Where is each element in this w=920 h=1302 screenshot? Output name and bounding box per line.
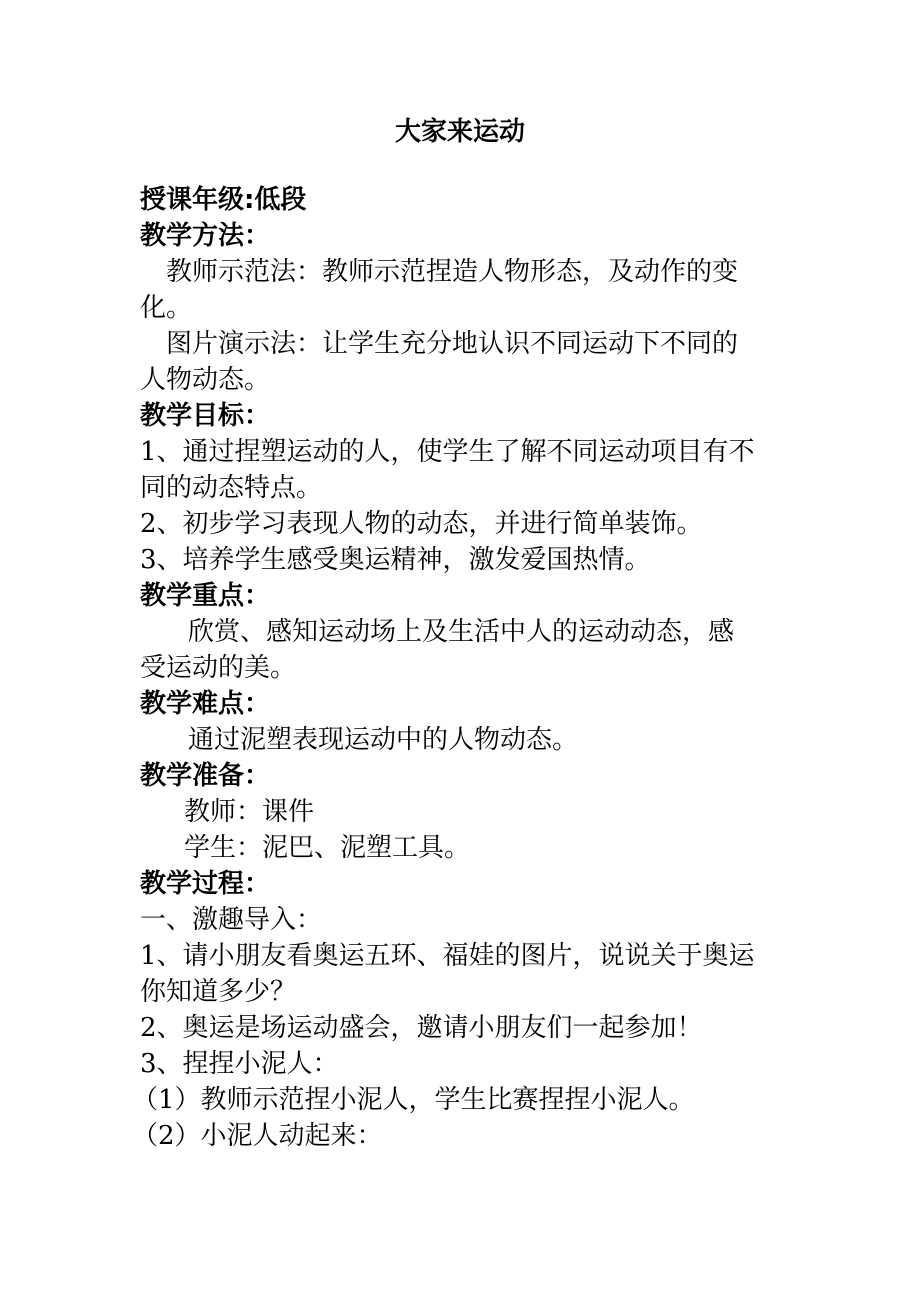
list-item: 2、奥运是场运动盛会，邀请小朋友们一起参加！ (140, 1013, 703, 1043)
list-item: 3、培养学生感受奥运精神，激发爱国热情。 (140, 545, 651, 575)
paragraph-line: 同的动态特点。 (140, 473, 323, 503)
section-heading-key-points: 教学重点： (140, 581, 271, 611)
section-heading-goals: 教学目标： (140, 401, 271, 431)
section-heading-methods: 教学方法： (140, 221, 271, 251)
list-item: （2）小泥人动起来： (132, 1121, 383, 1151)
paragraph-line: 图片演示法：让学生充分地认识不同运动下不同的 (166, 329, 739, 359)
list-item: 1、通过捏塑运动的人，使学生了解不同运动项目有不 (140, 437, 755, 467)
paragraph-line: 教师示范法：教师示范捏造人物形态，及动作的变 (166, 257, 739, 287)
paragraph-line: 教师：课件 (184, 797, 315, 827)
paragraph-line: 欣赏、感知运动场上及生活中人的运动动态，感 (188, 617, 735, 647)
paragraph-line: 人物动态。 (140, 365, 271, 395)
list-item: 2、初步学习表现人物的动态，并进行简单装饰。 (140, 509, 703, 539)
section-heading-difficulties: 教学难点： (140, 689, 271, 719)
section-heading-process: 教学过程： (140, 869, 271, 899)
paragraph-line: 一、激趣导入： (140, 905, 323, 935)
paragraph-line: 通过泥塑表现运动中的人物动态。 (188, 725, 579, 755)
section-heading-preparation: 教学准备： (140, 761, 271, 791)
paragraph-line: 化。 (140, 293, 193, 323)
list-item: 3、捏捏小泥人： (140, 1049, 339, 1079)
paragraph-line: 学生：泥巴、泥塑工具。 (184, 833, 471, 863)
grade-heading: 授课年级:低段 (140, 185, 307, 215)
document-title: 大家来运动 (394, 117, 525, 147)
paragraph-line: 你知道多少？ (140, 977, 297, 1007)
list-item: 1、请小朋友看奥运五环、福娃的图片，说说关于奥运 (140, 941, 755, 971)
paragraph-line: 受运动的美。 (140, 653, 297, 683)
list-item: （1）教师示范捏小泥人，学生比赛捏捏小泥人。 (132, 1085, 695, 1115)
document-body (132, 182, 790, 1154)
